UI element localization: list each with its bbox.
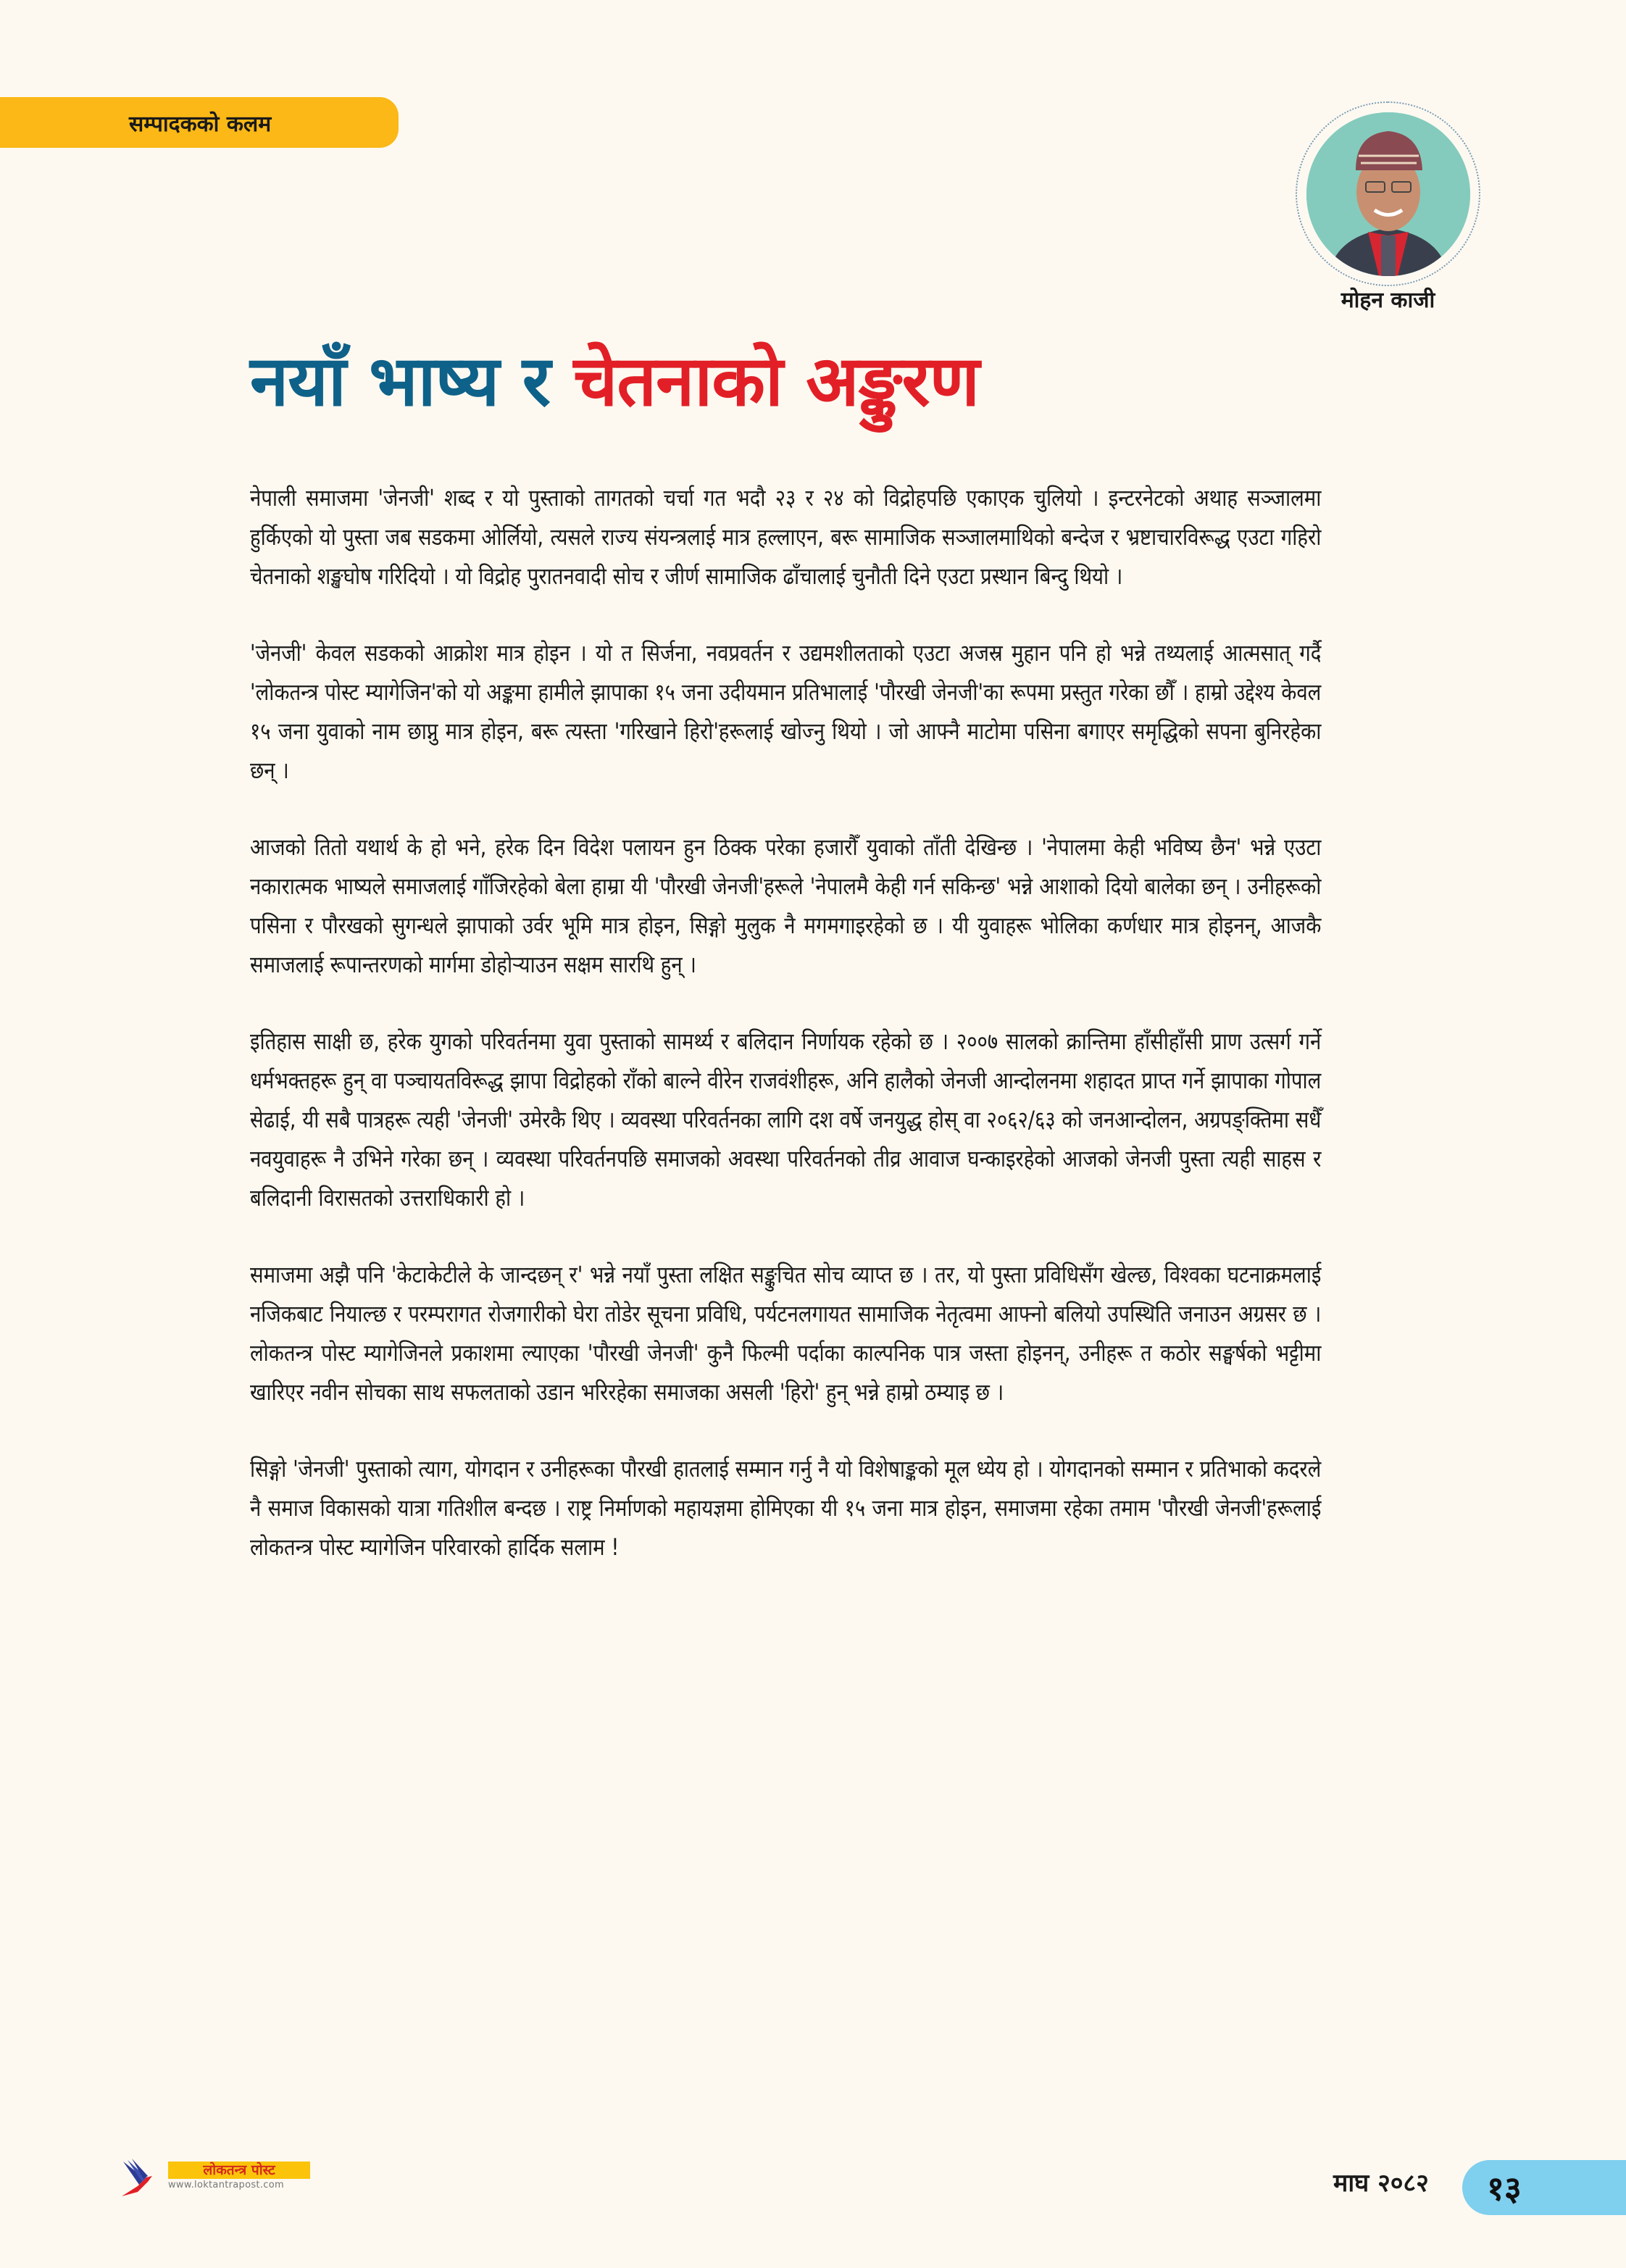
author-photo-frame <box>1296 101 1480 286</box>
author-portrait-icon <box>1306 112 1470 276</box>
headline <box>250 330 1264 432</box>
publisher-url[interactable]: www.loktantrapost.com <box>168 2180 284 2190</box>
author-photo <box>1306 112 1470 276</box>
page-number-tab <box>1462 2160 1626 2215</box>
paragraph: समाजमा अझै पनि 'केटाकेटीले के जान्दछन् र' भन्ने नयाँ पुस्ता लक्षित सङ्कुचित सोच व्याप्त छ । तर, यो पुस्ता प्रविधिसँग खेल्छ, विश्वका घटनाक्रमलाई नजिकबाट नियाल्छ र परम्परागत रोजगारीको घेरा तोडेर सूचना प्रविधि, पर्यटनलगायत सामाजिक नेतृत्वमा आफ्नो बलियो उपस्थिति जनाउन अग्रसर छ । लोकतन्त्र पोस्ट म्यागेजिनले प्रकाशमा ल्याएका 'पौरखी जेनजी' कुनै फिल्मी पर्दाका काल्पनिक पात्र जस्ता होइनन्, उनीहरू त कठोर सङ्घर्षको भट्टीमा खारिएर नवीन सोचका साथ सफलताको उडान भरिरहेका समाजका असली 'हिरो' हुन् भन्ने हाम्रो ठम्याइ छ । <box>250 1261 1322 1406</box>
issue-date: माघ २०८२ <box>1333 2169 1429 2198</box>
bird-logo-icon <box>116 2156 159 2199</box>
paragraph: 'जेनजी' केवल सडकको आक्रोश मात्र होइन । यो त सिर्जना, नवप्रवर्तन र उद्यमशीलताको एउटा अजस्र मुहान पनि हो भन्ने तथ्यलाई आत्मसात् गर्दै 'लोकतन्त्र पोस्ट म्यागेजिन'को यो अङ्कमा हामीले झापाका १५ जना उदीयमान प्रतिभालाई 'पौरखी जेनजी'का रूपमा प्रस्तुत गरेका छौँ । हाम्रो उद्देश्य केवल १५ जना युवाको नाम छाप्नु मात्र होइन, बरू त्यस्ता 'गरिखाने हिरो'हरूलाई खोज्नु थियो । जो आफ्नै माटोमा पसिना बगाएर समृद्धिको सपना बुनिरहेका छन् । <box>250 639 1322 784</box>
paragraph: इतिहास साक्षी छ, हरेक युगको परिवर्तनमा युवा पुस्ताको सामर्थ्य र बलिदान निर्णायक रहेको छ । २००७ सालको क्रान्तिमा हाँसीहाँसी प्राण उत्सर्ग गर्ने धर्मभक्तहरू हुन् वा पञ्चायतविरूद्ध झापा विद्रोहको राँको बाल्ने वीरेन राजवंशीहरू, अनि हालैको जेनजी आन्दोलनमा शहादत प्राप्त गर्ने झापाका गोपाल सेढाई, यी सबै पात्रहरू त्यही 'जेनजी' उमेरकै थिए । व्यवस्था परिवर्तनका लागि दश वर्षे जनयुद्ध होस् वा २०६२/६३ को जनआन्दोलन, अग्रपङ्क्तिमा सधैँ नवयुवाहरू नै उभिने गरेका छन् । व्यवस्था परिवर्तनपछि समाजको अवस्था परिवर्तनको तीव्र आवाज घन्काइरहेको आजको जेनजी पुस्ता त्यही साहस र बलिदानी विरासतको उत्तराधिकारी हो । <box>250 1027 1322 1212</box>
logo-wordmark: लोकतन्त्र पोस्ट <box>168 2161 310 2179</box>
author-name: मोहन काजी <box>1341 288 1435 313</box>
headline-part-red: चेतनाको अङ्कुरण <box>573 341 980 422</box>
headline-part-blue: नयाँ भाष्य र <box>250 341 551 422</box>
section-tab <box>0 97 399 148</box>
paragraph: सिङ्गो 'जेनजी' पुस्ताको त्याग, योगदान र उनीहरूका पौरखी हातलाई सम्मान गर्नु नै यो विशेषाङ्कको मूल ध्येय हो । योगदानको सम्मान र प्रतिभाको कदरले नै समाज विकासको यात्रा गतिशील बन्दछ । राष्ट्र निर्माणको महायज्ञमा होमिएका यी १५ जना मात्र होइन, समाजमा रहेका तमाम 'पौरखी जेनजी'हरूलाई लोकतन्त्र पोस्ट म्यागेजिन परिवारको हार्दिक सलाम ! <box>250 1455 1322 1561</box>
paragraph: नेपाली समाजमा 'जेनजी' शब्द र यो पुस्ताको तागतको चर्चा गत भदौ २३ र २४ को विद्रोहपछि एकाएक चुलियो । इन्टरनेटको अथाह सञ्जालमा हुर्किएको यो पुस्ता जब सडकमा ओर्लियो, त्यसले राज्य संयन्त्रलाई मात्र हल्लाएन, बरू सामाजिक सञ्जालमाथिको बन्देज र भ्रष्टाचारविरूद्ध एउटा गहिरो चेतनाको शङ्खघोष गरिदियो । यो विद्रोह पुरातनवादी सोच र जीर्ण सामाजिक ढाँचालाई चुनौती दिने एउटा प्रस्थान बिन्दु थियो । <box>250 484 1322 590</box>
paragraph: आजको तितो यथार्थ के हो भने, हरेक दिन विदेश पलायन हुन ठिक्क परेका हजारौँ युवाको ताँती देखिन्छ । 'नेपालमा केही भविष्य छैन' भन्ने एउटा नकारात्मक भाष्यले समाजलाई गाँजिरहेको बेला हाम्रा यी 'पौरखी जेनजी'हरूले 'नेपालमै केही गर्न सकिन्छ' भन्ने आशाको दियो बालेका छन् । उनीहरूको पसिना र पौरखको सुगन्धले झापाको उर्वर भूमि मात्र होइन, सिङ्गो मुलुक नै मगमगाइरहेको छ । यी युवाहरू भोलिका कर्णधार मात्र होइनन्, आजकै समाजलाई रूपान्तरणको मार्गमा डोहोर्‍याउन सक्षम सारथि हुन् । <box>250 833 1322 978</box>
publisher-logo <box>109 2156 312 2199</box>
page-number: १३ <box>1487 2169 1522 2208</box>
article-body <box>250 478 1321 1604</box>
section-label: सम्पादककाे कलम <box>129 111 272 137</box>
